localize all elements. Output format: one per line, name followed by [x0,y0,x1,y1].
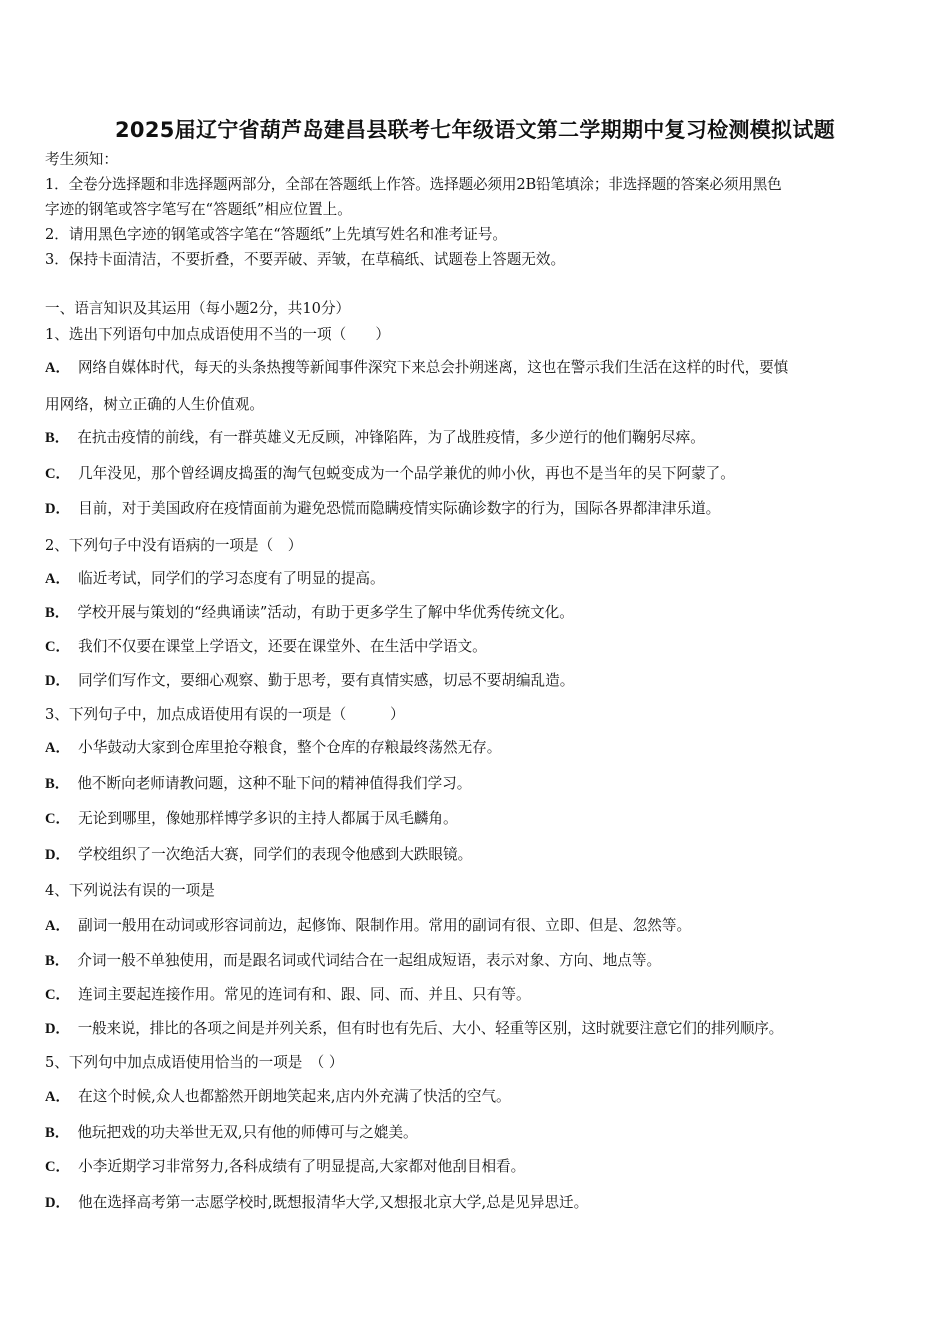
notice-heading: 考生须知： [45,151,118,168]
option-c: C． 我们不仅要在课堂上学语文，还要在课堂外、在生活中学语文。 [45,638,487,655]
option-d: D． 他在选择高考第一志愿学校时,既想报清华大学,又想报北京大学,总是见异思迁。 [45,1194,589,1211]
option-b: B． 他不断向老师请教问题，这种不耻下问的精神值得我们学习。 [45,775,472,792]
notice-item-3: 3．保持卡面清洁，不要折叠，不要弄破、弄皱，在草稿纸、试题卷上答题无效。 [45,251,566,268]
question-stem: 1、选出下列语句中加点成语使用不当的一项（ ） [45,326,390,343]
notice-item-1-cont: 字迹的钢笔或答字笔写在“答题纸”相应位置上。 [45,201,352,218]
option-c: C． 无论到哪里，像她那样博学多识的主持人都属于凤毛麟角。 [45,810,458,827]
option-b: B． 学校开展与策划的“经典诵读”活动，有助于更多学生了解中华优秀传统文化。 [45,604,574,621]
option-b: B． 介词一般不单独使用，而是跟名词或代词结合在一起组成短语，表示对象、方向、地点等。 [45,952,662,969]
option-c: C． 小李近期学习非常努力,各科成绩有了明显提高,大家都对他刮目相看。 [45,1158,526,1175]
option-d: D． 同学们写作文，要细心观察、勤于思考，要有真情实感，切忌不要胡编乱造。 [45,672,575,689]
option-a: A． 在这个时候,众人也都豁然开朗地笑起来,店内外充满了快活的空气。 [45,1088,511,1105]
notice-item-1: 1．全卷分选择题和非选择题两部分，全部在答题纸上作答。选择题必须用2B铅笔填涂；非选择题的答案必须用黑色 [45,176,782,193]
option-b: B． 在抗击疫情的前线，有一群英雄义无反顾，冲锋陷阵，为了战胜疫情，多少逆行的他们鞠躬尽瘁。 [45,429,705,446]
option-a-cont: 用网络，树立正确的人生价值观。 [45,396,264,413]
section-heading: 一、语言知识及其运用（每小题2分，共10分） [45,300,351,317]
option-a: A． 副词一般用在动词或形容词前边，起修饰、限制作用。常用的副词有很、立即、但是、忽然等。 [45,917,692,934]
option-d: D． 目前，对于美国政府在疫情面前为避免恐慌而隐瞒疫情实际确诊数字的行为，国际各界都津津乐道。 [45,500,721,517]
option-b: B． 他玩把戏的功夫举世无双,只有他的师傅可与之媲美。 [45,1124,418,1141]
page-title: 2025届辽宁省葫芦岛建昌县联考七年级语文第二学期期中复习检测模拟试题 [115,118,835,142]
option-a: A． 网络自媒体时代，每天的头条热搜等新闻事件深究下来总会扑朔迷离，这也在警示我们生活在这样的时代，要慎 [45,359,789,376]
option-c: C． 几年没见，那个曾经调皮捣蛋的淘气包蜕变成为一个品学兼优的帅小伙，再也不是当年的吴下阿蒙了。 [45,465,735,482]
option-c: C． 连词主要起连接作用。常见的连词有和、跟、同、而、并且、只有等。 [45,986,531,1003]
option-a: A． 小华鼓动大家到仓库里抢夺粮食，整个仓库的存粮最终荡然无存。 [45,739,502,756]
option-d: D． 学校组织了一次绝活大赛，同学们的表现令他感到大跌眼镜。 [45,846,473,863]
notice-item-2: 2．请用黑色字迹的钢笔或答字笔在“答题纸”上先填写姓名和准考证号。 [45,226,508,243]
question-stem: 3、下列句子中，加点成语使用有误的一项是（ ） [45,706,405,723]
question-stem: 5、下列句中加点成语使用恰当的一项是 （ ） [45,1054,344,1071]
option-d: D． 一般来说，排比的各项之间是并列关系，但有时也有先后、大小、轻重等区别，这时就要注意它们的排列顺序。 [45,1020,784,1037]
option-a: A． 临近考试，同学们的学习态度有了明显的提高。 [45,570,385,587]
question-stem: 2、下列句子中没有语病的一项是（ ） [45,537,303,554]
question-stem: 4、下列说法有误的一项是 [45,882,215,899]
